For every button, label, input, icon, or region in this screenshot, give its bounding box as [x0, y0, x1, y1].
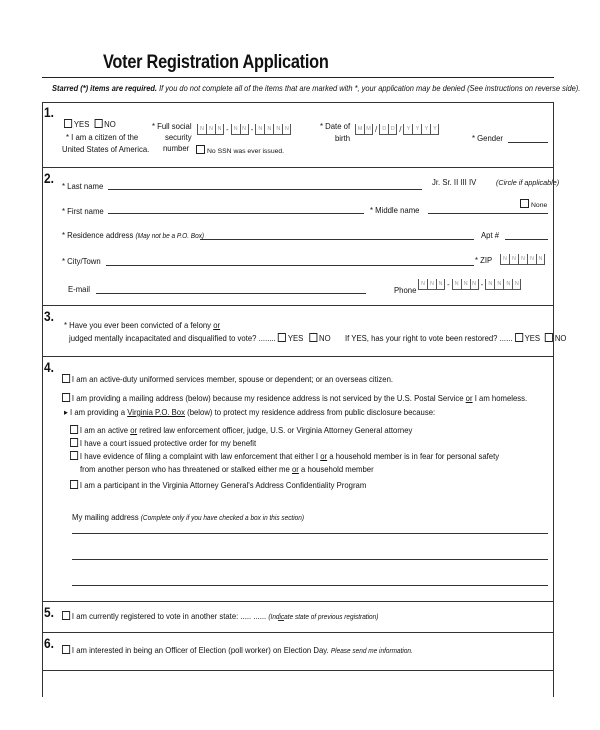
pobox-link[interactable]: Virginia P.O. Box	[127, 407, 185, 417]
citizen-no-checkbox[interactable]	[94, 119, 102, 128]
email-label: E-mail	[68, 284, 90, 294]
ssn-digit[interactable]: N	[255, 124, 264, 135]
ssn-digit[interactable]: N	[282, 124, 291, 135]
poll-worker-label: I am interested in being an Officer of Election (poll worker) on Election Day.	[71, 645, 329, 655]
phone-digit[interactable]: N	[452, 279, 461, 290]
email-input[interactable]	[96, 293, 366, 294]
ssn-separator: -	[250, 125, 254, 134]
reason-3-label: I have evidence of filing a complaint with law enforcement that either I	[79, 451, 321, 461]
felony-yes-label: YES	[287, 333, 304, 343]
zip-input[interactable]	[500, 254, 545, 265]
reason-3-checkbox[interactable]	[70, 451, 78, 460]
phone-digit[interactable]: N	[485, 279, 494, 290]
required-note-bold: Starred (*) items are required.	[52, 83, 158, 93]
gender-label: * Gender	[472, 133, 503, 143]
phone-separator: -	[447, 280, 450, 289]
zip-digit[interactable]: N	[527, 254, 536, 265]
title-rule	[42, 77, 554, 78]
military-checkbox[interactable]	[62, 374, 70, 383]
felony-no-checkbox[interactable]	[309, 333, 317, 342]
dob-month-digit[interactable]: M	[364, 124, 373, 135]
ssn-digit[interactable]: N	[231, 124, 240, 135]
last-name-label: * Last name	[62, 181, 104, 191]
dob-day-digit[interactable]: D	[379, 124, 388, 135]
restored-yes-checkbox[interactable]	[515, 333, 523, 342]
citizen-yes-label: YES	[73, 119, 90, 129]
poll-worker-note: Please send me information.	[330, 646, 413, 655]
required-note	[52, 83, 580, 93]
dob-year-digit[interactable]: Y	[412, 124, 421, 135]
reason-2-label: I have a court issued protective order for my benefit	[79, 438, 257, 448]
phone-digit[interactable]: N	[494, 279, 503, 290]
citizen-yes-checkbox[interactable]	[64, 119, 72, 128]
page-title: Voter Registration Application	[103, 52, 329, 73]
section-2-number: 2.	[44, 170, 54, 186]
pobox-reason-3	[70, 451, 499, 461]
phone-digit[interactable]: N	[418, 279, 427, 290]
no-middle-name-label: None	[531, 202, 548, 209]
other-state-note: (Indicate state of previous registration)	[268, 612, 379, 621]
military-label: I am an active-duty uniformed services member, spouse or dependent; or an overseas citizen.	[71, 374, 394, 384]
reason-1-label-end: retired law enforcement officer, judge, U.S. or Virginia Attorney General attorney	[137, 425, 413, 435]
other-state-label: I am currently registered to vote in another state:	[71, 611, 239, 621]
ssn-digit[interactable]: N	[273, 124, 282, 135]
zip-digit[interactable]: N	[509, 254, 518, 265]
reason-4-checkbox[interactable]	[70, 480, 78, 489]
suffix-options[interactable]: Jr. Sr. II III IV	[432, 177, 477, 187]
zip-digit[interactable]: N	[518, 254, 527, 265]
pobox-reason-1	[70, 425, 412, 435]
dob-year-digit[interactable]: Y	[430, 124, 439, 135]
felony-question-text-2: judged mentally incapacitated and disqualified to vote? ........	[69, 333, 276, 343]
section-divider-end	[42, 670, 553, 671]
no-ssn-option	[196, 145, 284, 155]
restored-question-text: If YES, has your right to vote been restored? ......	[345, 333, 513, 343]
section-divider-6	[42, 632, 553, 633]
reason-3-or: or	[320, 451, 328, 461]
mailing-label-end: I am homeless.	[472, 393, 528, 403]
felony-yes-checkbox[interactable]	[278, 333, 286, 342]
ssn-digit[interactable]: N	[264, 124, 273, 135]
reason-3-label-mid: a household member is in fear for personal safety	[327, 451, 500, 461]
dob-separator: /	[375, 125, 378, 134]
phone-digit[interactable]: N	[470, 279, 479, 290]
section-3-number: 3.	[44, 308, 54, 324]
middle-name-label: * Middle name	[370, 205, 420, 215]
dob-year-digit[interactable]: Y	[421, 124, 430, 135]
section-divider-3	[42, 305, 553, 306]
phone-label: Phone	[394, 285, 417, 295]
dob-label-2: birth	[335, 133, 351, 143]
first-name-input[interactable]	[108, 213, 364, 214]
ssn-digit[interactable]: N	[206, 124, 215, 135]
section-6-number: 6.	[44, 635, 54, 651]
no-middle-name-option	[520, 199, 547, 209]
dob-input[interactable]	[355, 124, 439, 135]
last-name-input[interactable]	[108, 189, 422, 190]
ssn-input[interactable]	[197, 124, 291, 135]
poll-worker-checkbox[interactable]	[62, 645, 70, 654]
reason-2-checkbox[interactable]	[70, 438, 78, 447]
required-note-text: If you do not complete all of the items that are marked with *, your application may be denied (See instructions on reverse side).	[159, 83, 581, 93]
other-state-checkbox[interactable]	[62, 611, 70, 620]
pobox-reason-4	[70, 480, 366, 490]
ssn-separator: -	[226, 125, 229, 134]
pobox-reason-3-cont	[80, 464, 374, 474]
pobox-label: I am providing a	[70, 407, 128, 417]
military-option	[62, 374, 393, 384]
phone-digit[interactable]: N	[503, 279, 512, 290]
no-ssn-checkbox[interactable]	[196, 145, 205, 154]
middle-name-input[interactable]	[428, 213, 548, 214]
other-state-option	[62, 611, 378, 621]
residence-note: (May not be a P.O. Box)	[135, 231, 205, 240]
reason-3-label-cont: from another person who has threatened or stalked either me	[80, 464, 292, 474]
ssn-label-2: security	[165, 132, 192, 142]
pobox-option	[64, 407, 435, 418]
citizen-label-1: * I am a citizen of the	[66, 132, 139, 142]
phone-digit[interactable]: N	[436, 279, 445, 290]
citizen-choice	[64, 119, 116, 129]
mailing-address-label	[72, 512, 304, 522]
felony-question-2	[69, 333, 331, 343]
reason-1-checkbox[interactable]	[70, 425, 78, 434]
felony-question-1	[64, 320, 220, 330]
phone-digit[interactable]: N	[461, 279, 470, 290]
poll-worker-option	[62, 645, 413, 655]
felony-or: or	[213, 320, 221, 330]
section-divider-5	[42, 601, 553, 602]
mailing-address-line-2[interactable]	[72, 559, 548, 560]
dob-separator: /	[399, 125, 402, 134]
section-4-number: 4.	[44, 359, 54, 375]
section-divider-4	[42, 356, 553, 357]
section-1-number: 1.	[44, 104, 54, 120]
no-ssn-label: No SSN was ever issued.	[207, 148, 285, 155]
citizen-label-2: United States of America.	[62, 144, 150, 154]
ssn-label-1: * Full social	[152, 121, 192, 131]
no-middle-name-checkbox[interactable]	[520, 199, 529, 208]
dob-label-1: * Date of	[320, 121, 351, 131]
ssn-label-3: number	[163, 143, 190, 153]
section-divider-2	[42, 167, 553, 168]
reason-3-label-final: a household member	[298, 464, 374, 474]
mailing-address-text: My mailing address	[72, 512, 139, 522]
pobox-reason-2	[70, 438, 256, 448]
mailing-or: or	[465, 393, 473, 403]
section-5-number: 5.	[44, 604, 54, 620]
pobox-label-end: (below) to protect my residence address from public disclosure because:	[184, 407, 436, 417]
felony-no-label: NO	[319, 333, 331, 343]
other-state-dots: ..... ......	[240, 611, 267, 621]
zip-digit[interactable]: N	[536, 254, 545, 265]
ssn-digit[interactable]: N	[215, 124, 224, 135]
felony-question-text: * Have you ever been convicted of a felony	[64, 320, 214, 330]
dob-day-digit[interactable]: D	[388, 124, 397, 135]
dob-year-digit[interactable]: Y	[403, 124, 412, 135]
mailing-address-line-3[interactable]	[72, 585, 548, 586]
reason-1-label: I am an active	[79, 425, 131, 435]
city-label: * City/Town	[62, 256, 101, 266]
suffix-note: (Circle if applicable)	[496, 178, 560, 187]
phone-separator: -	[480, 280, 484, 289]
mailing-label: I am providing a mailing address (below) because my residence address is not serviced by the U.S. Postal Service	[71, 393, 466, 403]
reason-1-or: or	[130, 425, 138, 435]
mailing-address-line-1[interactable]	[72, 533, 548, 534]
first-name-label: * First name	[62, 206, 104, 216]
phone-input[interactable]	[418, 279, 521, 290]
residence-input[interactable]	[200, 239, 474, 240]
phone-digit[interactable]: N	[512, 279, 521, 290]
apt-input[interactable]	[505, 239, 548, 240]
ssn-digit[interactable]: N	[240, 124, 249, 135]
restored-question	[345, 333, 566, 343]
zip-digit[interactable]: N	[500, 254, 509, 265]
phone-digit[interactable]: N	[427, 279, 436, 290]
reason-3-or-2: or	[291, 464, 299, 474]
restored-no-checkbox[interactable]	[545, 333, 553, 342]
other-state-input[interactable]	[278, 620, 284, 621]
mailing-option	[62, 393, 527, 403]
residence-label	[62, 230, 204, 240]
pobox-bullet-icon: ▸	[64, 407, 71, 417]
apt-label: Apt #	[481, 230, 500, 240]
mailing-address-note: (Complete only if you have checked a box in this section)	[140, 513, 305, 522]
dob-month-digit[interactable]: M	[355, 124, 364, 135]
restored-no-label: NO	[554, 333, 567, 343]
gender-line[interactable]	[508, 142, 548, 143]
city-input[interactable]	[106, 265, 474, 266]
residence-label-text: * Residence address	[62, 230, 134, 240]
mailing-checkbox[interactable]	[62, 393, 70, 402]
reason-4-label: I am a participant in the Virginia Attorney General's Address Confidentiality Program	[79, 480, 367, 490]
zip-label: * ZIP	[475, 255, 493, 265]
restored-yes-label: YES	[524, 333, 541, 343]
citizen-no-label: NO	[104, 119, 116, 129]
ssn-digit[interactable]: N	[197, 124, 206, 135]
